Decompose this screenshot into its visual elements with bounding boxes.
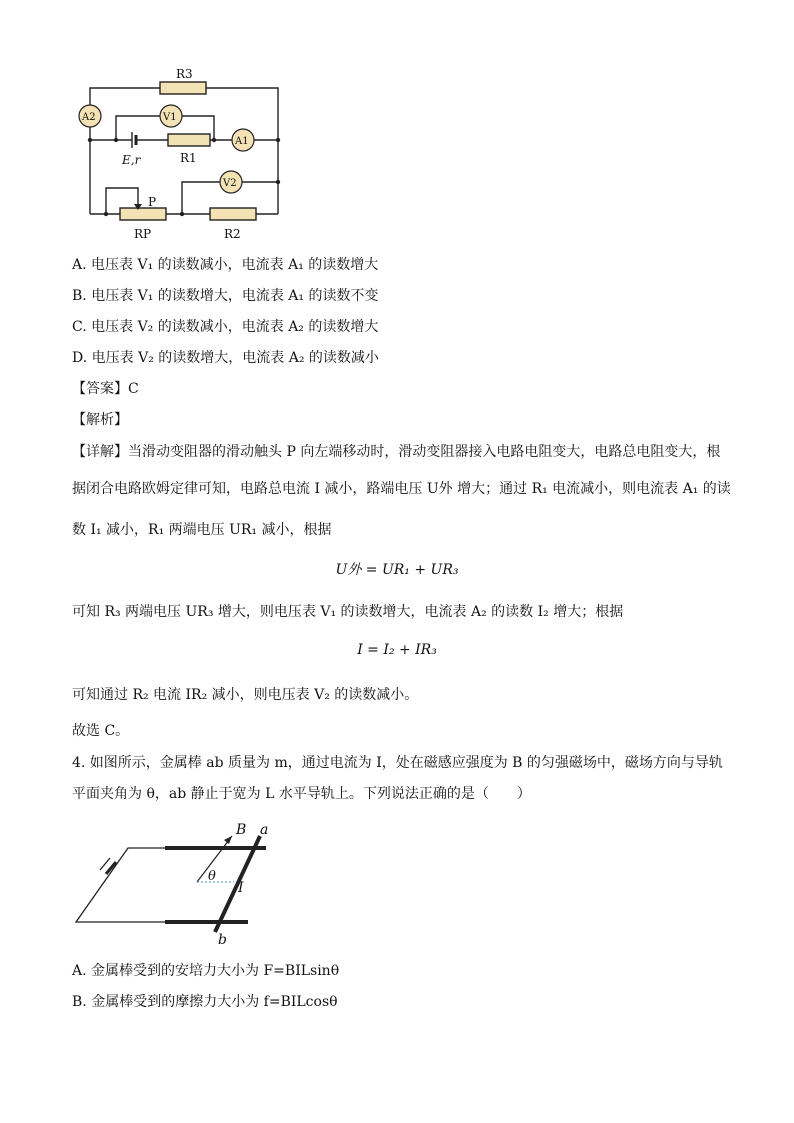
label-r3: R3 xyxy=(176,67,193,81)
label-v1: V1 xyxy=(163,112,177,123)
detail-line-1: 【详解】当滑动变阻器的滑动触头 P 向左端移动时，滑动变阻器接入电路电阻变大，电路总电阻变大，根 xyxy=(72,444,721,460)
q4-option-a: A. 金属棒受到的安培力大小为 F=BILsinθ xyxy=(72,963,340,979)
option-c: C. 电压表 V₂ 的读数减小，电流表 A₂ 的读数增大 xyxy=(72,319,379,335)
option-b: B. 电压表 V₁ 的读数增大，电流表 A₁ 的读数不变 xyxy=(72,288,379,304)
label-r2: R2 xyxy=(224,227,241,241)
circuit-diagram xyxy=(70,60,300,250)
label-a: a xyxy=(260,822,269,838)
q4-line-1: 4. 如图所示，金属棒 ab 质量为 m，通过电流为 I，处在磁感应强度为 B 的匀强磁场中，磁场方向与导轨 xyxy=(72,755,723,771)
label-b: b xyxy=(218,932,227,948)
equation-1: U外 = UR₁ + UR₃ xyxy=(335,562,459,578)
label-rp: RP xyxy=(134,227,152,241)
label-b-field: B xyxy=(236,822,247,838)
detail-line-4: 可知 R₃ 两端电压 UR₃ 增大，则电压表 V₁ 的读数增大，电流表 A₂ 的读数 I₂ 增大；根据 xyxy=(72,604,624,620)
label-theta: θ xyxy=(208,869,216,884)
label-er: E,r xyxy=(122,153,141,167)
label-v2: V2 xyxy=(223,178,237,189)
option-a: A. 电压表 V₁ 的读数减小，电流表 A₁ 的读数增大 xyxy=(72,257,379,273)
q4-option-b: B. 金属棒受到的摩擦力大小为 f=BILcosθ xyxy=(72,994,338,1010)
answer: 【答案】C xyxy=(72,381,139,397)
label-a1: A1 xyxy=(235,136,249,147)
label-i: I xyxy=(238,880,244,896)
equation-2: I = I₂ + IR₃ xyxy=(357,642,437,658)
detail-line-2: 据闭合电路欧姆定律可知，电路总电流 I 减小，路端电压 U外 增大；通过 R₁ 电流减小，则电流表 A₁ 的读 xyxy=(72,481,731,497)
conclusion: 故选 C。 xyxy=(72,723,130,739)
option-d: D. 电压表 V₂ 的读数增大，电流表 A₂ 的读数减小 xyxy=(72,350,379,366)
analysis-label: 【解析】 xyxy=(72,412,128,428)
label-p: P xyxy=(148,195,157,209)
detail-line-3: 数 I₁ 减小，R₁ 两端电压 UR₁ 减小，根据 xyxy=(72,522,332,538)
label-r1: R1 xyxy=(180,151,197,165)
label-a2: A2 xyxy=(82,112,96,123)
detail-line-5: 可知通过 R₂ 电流 IR₂ 减小，则电压表 V₂ 的读数减小。 xyxy=(72,687,419,703)
rail-diagram xyxy=(70,818,290,948)
q4-line-2: 平面夹角为 θ，ab 静止于宽为 L 水平导轨上。下列说法正确的是（ ） xyxy=(72,786,531,802)
